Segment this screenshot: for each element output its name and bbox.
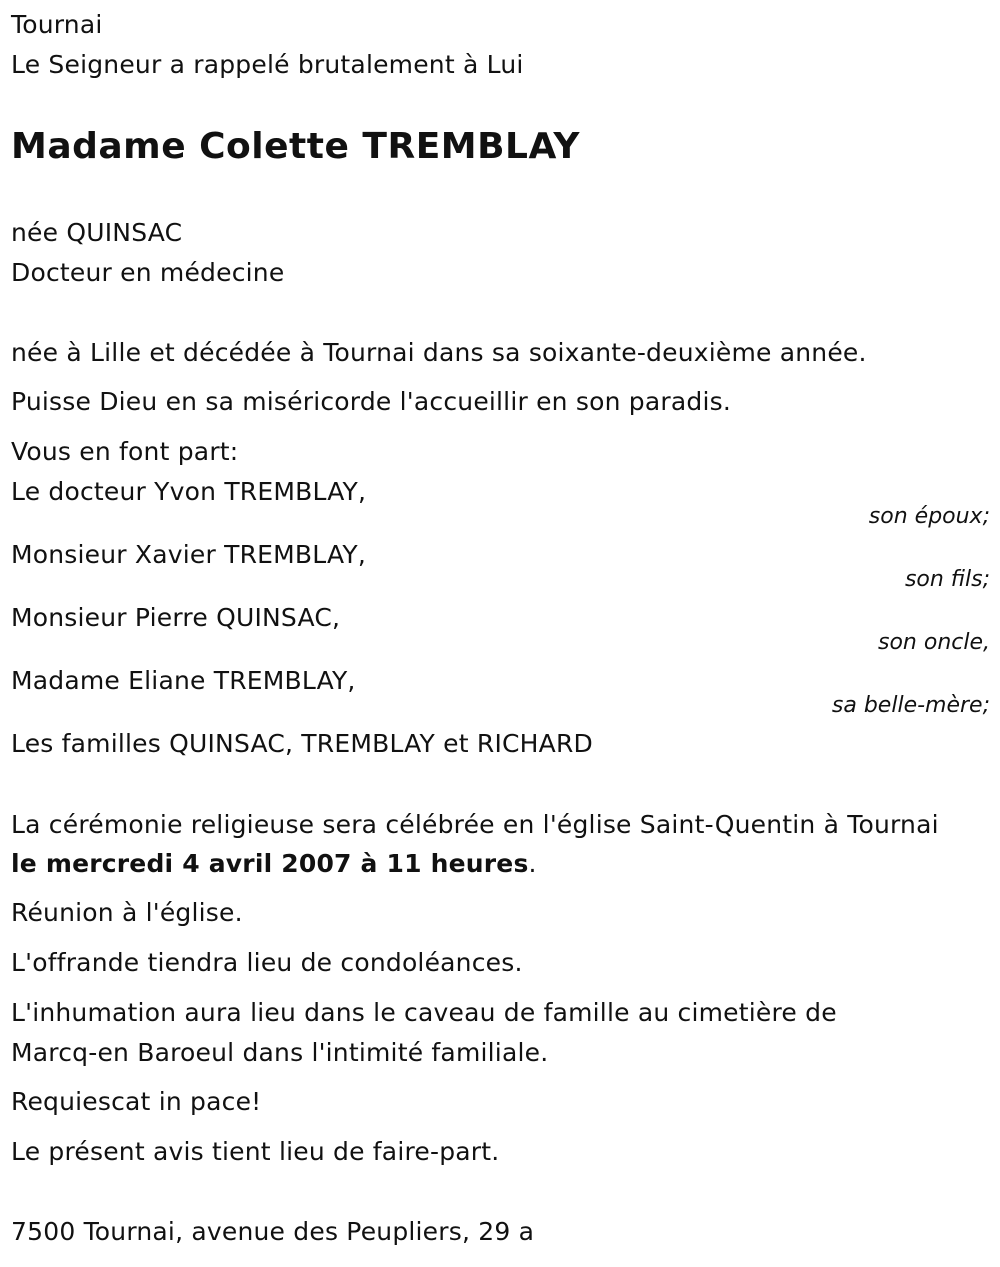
meeting-text: Réunion à l'église.: [11, 898, 243, 927]
ceremony-date: le mercredi 4 avril 2007 à 11 heures: [11, 849, 529, 878]
announcer-relation: son oncle,: [878, 630, 990, 655]
birth-name: née QUINSAC: [11, 218, 183, 247]
announcer-name: Monsieur Pierre QUINSAC,: [11, 603, 341, 632]
ceremony-date-suffix: .: [528, 849, 537, 878]
requiescat-text: Requiescat in pace!: [11, 1087, 262, 1116]
announcer-relation: son fils;: [904, 567, 990, 592]
burial-text-line2: Marcq-en Baroeul dans l'intimité familiale.: [11, 1038, 549, 1067]
deceased-name: Madame Colette TREMBLAY: [11, 126, 580, 167]
offering-text: L'offrande tiendra lieu de condoléances.: [11, 948, 523, 977]
announcer-relation: sa belle-mère;: [831, 693, 990, 718]
families-list: Les familles QUINSAC, TREMBLAY et RICHARD: [11, 729, 593, 758]
city-header: Tournai: [11, 10, 103, 39]
address: 7500 Tournai, avenue des Peupliers, 29 a: [11, 1217, 535, 1246]
profession: Docteur en médecine: [11, 258, 285, 287]
announcers-intro: Vous en font part:: [11, 437, 239, 466]
intro-text: Le Seigneur a rappelé brutalement à Lui: [11, 50, 524, 79]
prayer-text: Puisse Dieu en sa miséricorde l'accueillir en son paradis.: [11, 387, 731, 416]
announcer-name: Monsieur Xavier TREMBLAY,: [11, 540, 366, 569]
burial-text-line1: L'inhumation aura lieu dans le caveau de famille au cimetière de: [11, 998, 837, 1027]
ceremony-date-line: [11, 849, 537, 879]
announcer-name: Madame Eliane TREMBLAY,: [11, 666, 356, 695]
notice-text: Le présent avis tient lieu de faire-part.: [11, 1137, 500, 1166]
announcer-relation: son époux;: [868, 504, 990, 529]
birth-death-details: née à Lille et décédée à Tournai dans sa soixante-deuxième année.: [11, 338, 867, 367]
announcer-name: Le docteur Yvon TREMBLAY,: [11, 477, 367, 506]
ceremony-location: La cérémonie religieuse sera célébrée en l'église Saint-Quentin à Tournai: [11, 810, 939, 839]
